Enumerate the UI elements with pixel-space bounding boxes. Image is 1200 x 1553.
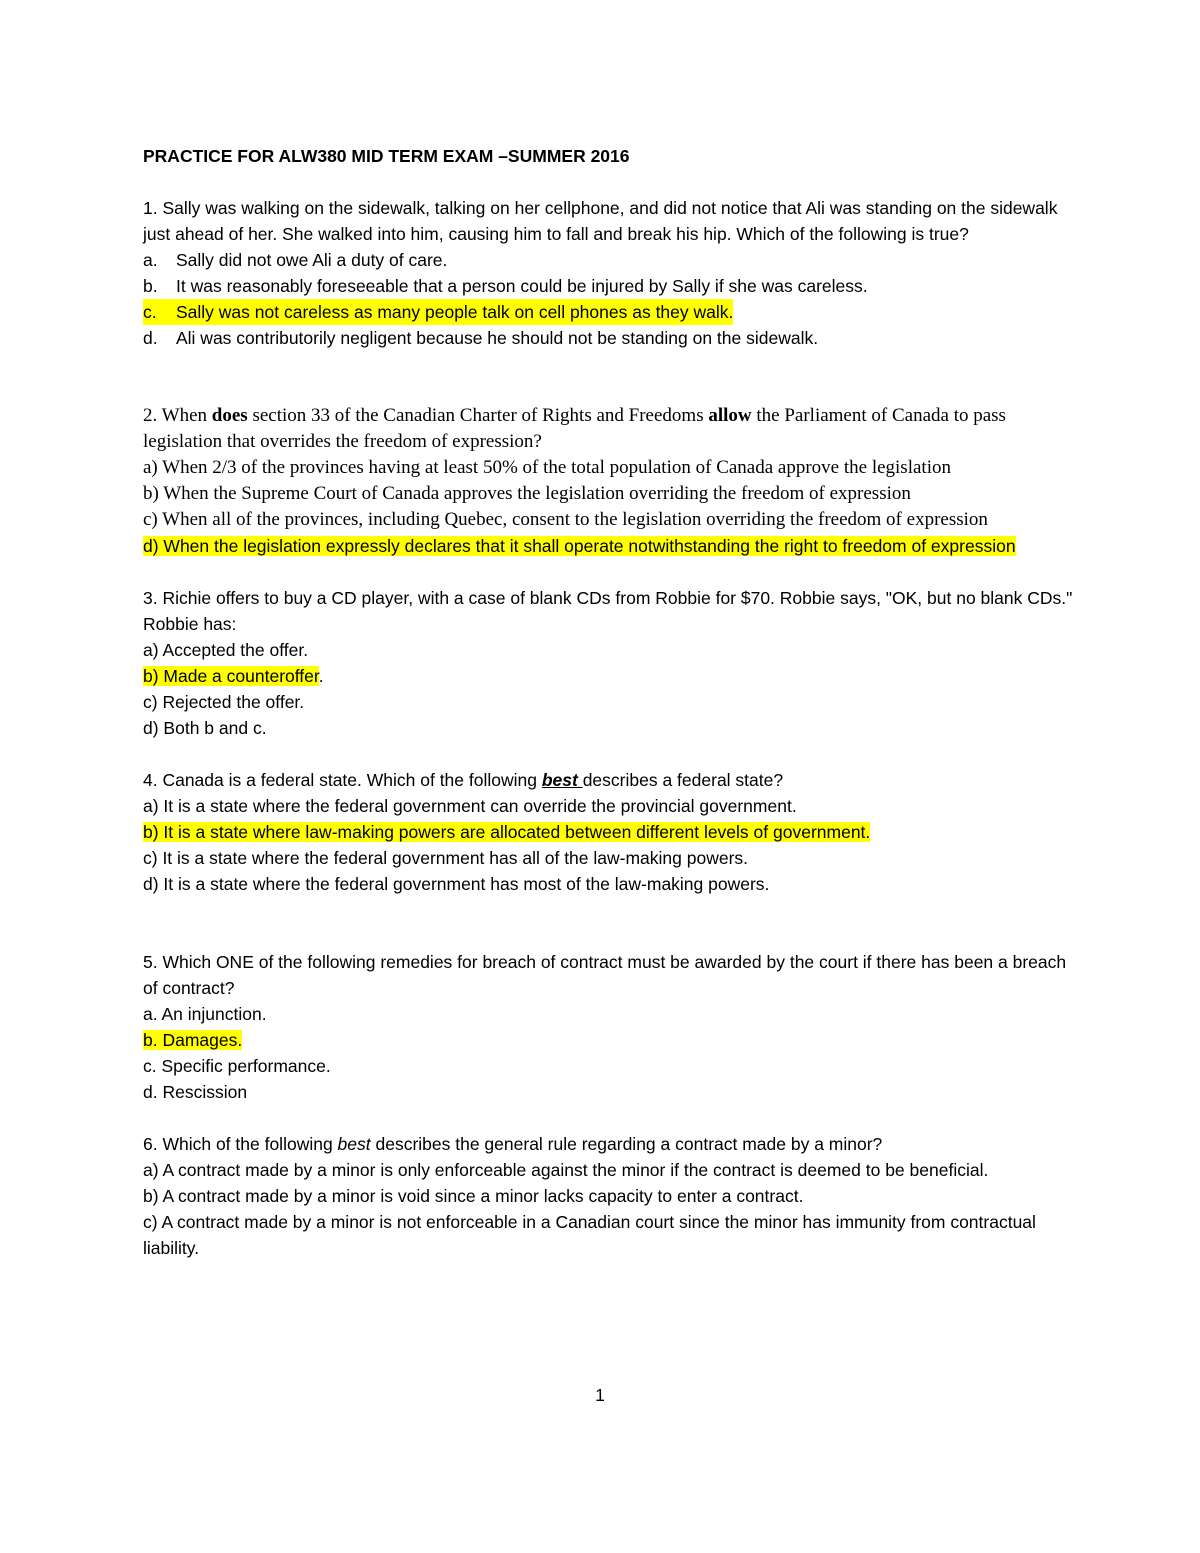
option-text-highlighted: b) It is a state where law-making powers are allocated between different levels of government. — [143, 822, 871, 842]
stem-emphasis: best — [541, 770, 583, 790]
question-2 — [143, 403, 1073, 559]
question-4-option-b-answer — [143, 819, 1073, 845]
page-content — [143, 143, 1073, 1261]
stem-text: 4. Canada is a federal state. Which of the following — [143, 770, 542, 790]
option-text-highlighted: d) When the legislation expressly declares that it shall operate notwithstanding the right to freedom of expression — [143, 536, 1016, 556]
exam-title: PRACTICE FOR ALW380 MID TERM EXAM –SUMMER 2016 — [143, 146, 630, 166]
question-2-option-a: a) When 2/3 of the provinces having at least 50% of the total population of Canada approve the legislation — [143, 457, 951, 478]
option-text-highlighted: b) Made a counteroffer — [143, 666, 319, 686]
option-text: It was reasonably foreseeable that a person could be injured by Sally if she was careless. — [176, 276, 868, 296]
stem-text: describes the general rule regarding a contract made by a minor? — [370, 1134, 883, 1154]
question-4 — [143, 767, 1073, 897]
question-4-option-c: c) It is a state where the federal government has all of the law-making powers. — [143, 848, 749, 868]
question-1 — [143, 195, 1073, 351]
question-5-option-c: c. Specific performance. — [143, 1056, 331, 1076]
question-2-option-d-answer — [143, 533, 1073, 559]
question-6-option-b: b) A contract made by a minor is void since a minor lacks capacity to enter a contract. — [143, 1186, 804, 1206]
question-5-option-d: d. Rescission — [143, 1082, 248, 1102]
question-6-option-a: a) A contract made by a minor is only enforceable against the minor if the contract is deemed to be beneficial. — [143, 1160, 989, 1180]
question-2-stem — [143, 403, 1073, 455]
question-4-option-d: d) It is a state where the federal government has most of the law-making powers. — [143, 874, 770, 894]
question-5 — [143, 949, 1073, 1105]
stem-bold-text: does — [211, 405, 248, 426]
option-letter: d. — [143, 328, 158, 348]
question-4-option-a: a) It is a state where the federal government can override the provincial government. — [143, 796, 797, 816]
option-letter: c. — [143, 299, 176, 325]
question-1-stem: 1. Sally was walking on the sidewalk, talking on her cellphone, and did not notice that Ali was standing on the sidewalk just ahead of her. She walked into him, causing him to fall and break his hip. Which of the following is true? — [143, 198, 1058, 244]
question-5-option-b-answer — [143, 1027, 1073, 1053]
option-suffix: . — [318, 666, 324, 686]
question-2-option-b: b) When the Supreme Court of Canada approves the legislation overriding the freedom of expression — [143, 483, 911, 504]
question-6 — [143, 1131, 1073, 1261]
question-4-stem — [143, 767, 1073, 793]
question-1-option-c-answer — [143, 299, 1073, 325]
question-1-option-d — [143, 325, 1073, 351]
question-6-stem — [143, 1131, 1073, 1157]
stem-text: 6. Which of the following — [143, 1134, 338, 1154]
option-text: Ali was contributorily negligent because he should not be standing on the sidewalk. — [176, 328, 819, 348]
stem-text: the Parliament of Canada to pass legislation that overrides the freedom of expression? — [143, 405, 1006, 452]
question-5-option-a: a. An injunction. — [143, 1004, 267, 1024]
question-3-option-d: d) Both b and c. — [143, 718, 267, 738]
option-text-highlighted: b. Damages. — [143, 1030, 243, 1050]
question-3-option-b-answer — [143, 663, 1073, 689]
question-3-option-c: c) Rejected the offer. — [143, 692, 305, 712]
question-3-option-a: a) Accepted the offer. — [143, 640, 309, 660]
stem-text: 2. When — [143, 405, 212, 426]
option-letter: a. — [143, 250, 158, 270]
option-text: Sally did not owe Ali a duty of care. — [176, 250, 448, 270]
question-3-stem: 3. Richie offers to buy a CD player, with a case of blank CDs from Robbie for $70. Robbie says, "OK, but no blank CDs." Robbie has: — [143, 588, 1073, 634]
question-2-option-c: c) When all of the provinces, including Quebec, consent to the legislation overriding the freedom of expression — [143, 509, 988, 530]
page-number: 1 — [595, 1385, 605, 1405]
stem-emphasis: best — [337, 1134, 371, 1154]
question-5-stem: 5. Which ONE of the following remedies for breach of contract must be awarded by the court if there has been a breach of contract? — [143, 952, 1067, 998]
question-1-option-b — [143, 273, 1073, 299]
stem-bold-text: allow — [708, 405, 752, 426]
stem-text: describes a federal state? — [582, 770, 784, 790]
question-3 — [143, 585, 1073, 741]
question-6-option-c: c) A contract made by a minor is not enforceable in a Canadian court since the minor has immunity from contractual liability. — [143, 1212, 1036, 1258]
question-1-option-a — [143, 247, 1073, 273]
option-text-highlighted: Sally was not careless as many people talk on cell phones as they walk. — [176, 299, 733, 325]
stem-text: section 33 of the Canadian Charter of Rights and Freedoms — [247, 405, 709, 426]
option-letter: b. — [143, 276, 158, 296]
